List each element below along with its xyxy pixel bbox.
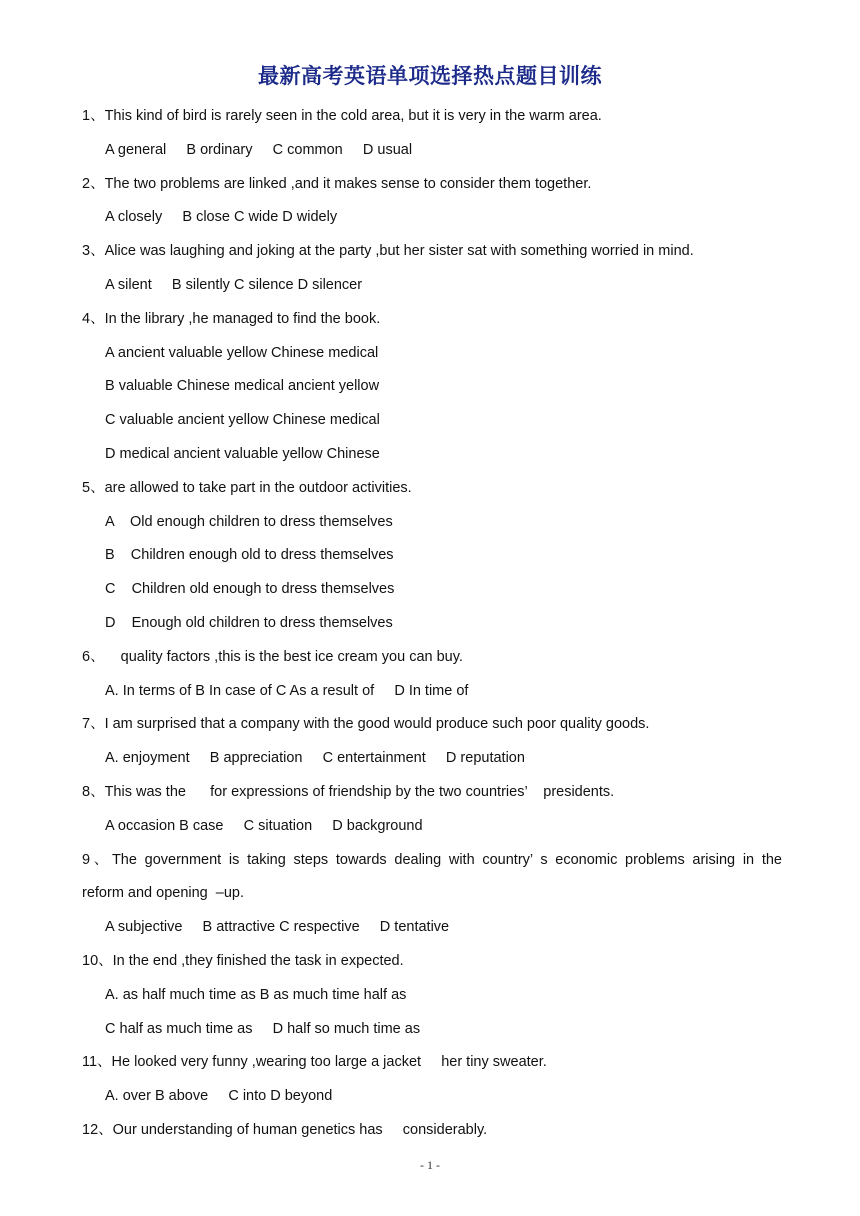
answer-options: A occasion B case C situation D background	[105, 817, 423, 834]
question-text: 1、This kind of bird is rarely seen in the cold area, but it is very in the warm area.	[82, 108, 602, 124]
answer-options: A subjective B attractive C respective D tentative	[105, 919, 450, 936]
question-text: 2、The two problems are linked ,and it makes sense to consider them together.	[82, 175, 592, 192]
question-text: 11、He looked very funny ,wearing too large a jacket her tiny sweater.	[82, 1054, 547, 1071]
answer-options: A general B ordinary C common D usual	[105, 141, 413, 158]
answer-options: C half as much time as D half so much time as	[105, 1020, 421, 1037]
answer-options: C Children old enough to dress themselves	[105, 581, 395, 598]
question-text: 10、In the end ,they finished the task in expected.	[82, 953, 404, 969]
question-text: 3、Alice was laughing and joking at the party ,but her sister sat with something worried in mind.	[82, 243, 694, 260]
answer-options: A Old enough children to dress themselves	[105, 513, 393, 530]
answer-options: D medical ancient valuable yellow Chinese	[105, 446, 380, 462]
question-text: 8、This was the for expressions of friendship by the two countries’ presidents.	[82, 784, 615, 800]
question-text: 5、are allowed to take part in the outdoor activities.	[82, 479, 412, 496]
question-text: 9、The government is taking steps towards dealing with country’ s economic problems arising in the	[82, 851, 782, 868]
answer-options: A silent B silently C silence D silencer	[105, 277, 363, 293]
answer-options: A. over B above C into D beyond	[105, 1088, 333, 1105]
answer-options: C valuable ancient yellow Chinese medical	[105, 412, 380, 429]
question-text: 6、 quality factors ,this is the best ice cream you can buy.	[82, 648, 463, 665]
question-text: 4、In the library ,he managed to find the book.	[82, 310, 381, 327]
question-text: 7、I am surprised that a company with the good would produce such poor quality goods.	[82, 716, 650, 733]
page-title: 最新高考英语单项选择热点题目训练	[258, 63, 602, 88]
question-text: 12、Our understanding of human genetics has considerably.	[82, 1122, 488, 1138]
answer-options: D Enough old children to dress themselves	[105, 615, 393, 631]
answer-options: A closely B close C wide D widely	[105, 209, 338, 226]
answer-options: A. In terms of B In case of C As a result of D In time of	[105, 682, 469, 699]
answer-options: A. enjoyment B appreciation C entertainment D reputation	[105, 750, 525, 767]
answer-options: B Children enough old to dress themselves	[105, 547, 394, 564]
answer-options: A. as half much time as B as much time half as	[105, 986, 407, 1003]
answer-options: A ancient valuable yellow Chinese medical	[105, 344, 379, 361]
question-text: reform and opening –up.	[82, 885, 245, 902]
page-number: - 1 -	[420, 1158, 440, 1172]
answer-options: B valuable Chinese medical ancient yellow	[105, 378, 380, 395]
